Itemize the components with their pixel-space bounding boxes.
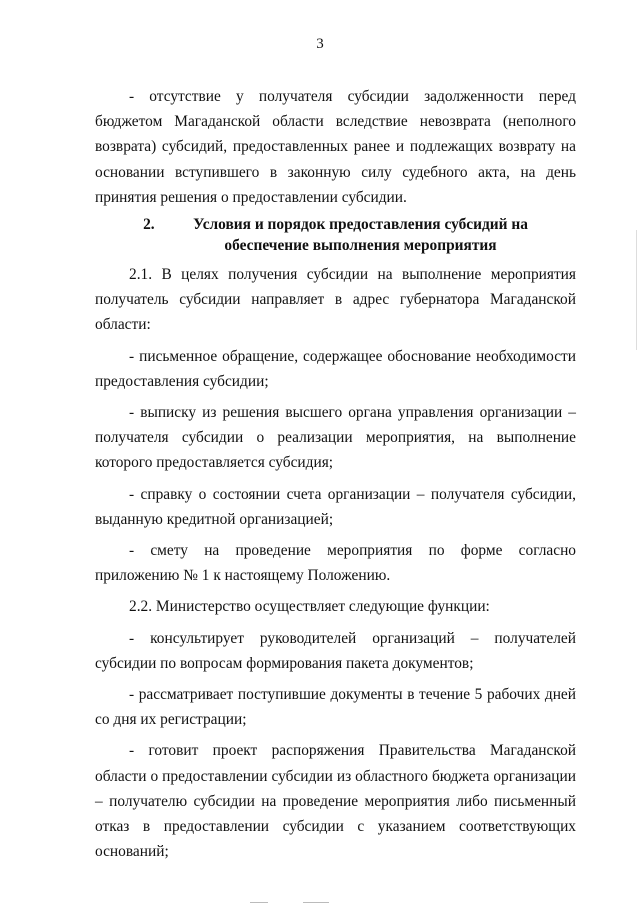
list-item-account-certificate: - справку о состоянии счета организации – получателя субсидии, выданную кредитной организацией; xyxy=(95,485,576,528)
paragraph-2-2: 2.2. Министерство осуществляет следующие функции: xyxy=(129,598,490,616)
list-item-estimate: - смету на проведение мероприятия по форме согласно приложению № 1 к настоящему Положению. xyxy=(95,542,576,585)
section-title xyxy=(193,214,528,256)
section-title-line-1: Условия и порядок предоставления субсидий на xyxy=(193,216,528,234)
scan-edge-mark xyxy=(303,902,329,903)
scan-edge-mark xyxy=(250,902,268,903)
page-number: 3 xyxy=(316,36,324,52)
list-item-extract: - выписку из решения высшего органа управления организации – получателя субсидии о реализации мероприятия, на выполнение которого предоставляется субсидия; xyxy=(95,404,576,472)
paragraph-no-debt-condition: - отсутствие у получателя субсидии задолженности перед бюджетом Магаданской области вследствие невозврата (неполного возврата) субсидий, предоставленных ранее и подлежащих возврату на основании вступившего в законную силу судебного акта, на день принятия решения о предоставлении субсидии. xyxy=(95,88,576,206)
list-item-review: - рассматривает поступившие документы в течение 5 рабочих дней со дня их регистрации; xyxy=(95,686,576,729)
section-title-line-2: обеспечение выполнения мероприятия xyxy=(224,237,497,255)
list-item-consulting: - консультирует руководителей организаций – получателей субсидии по вопросам формирования пакета документов; xyxy=(95,629,576,672)
section-heading xyxy=(95,214,576,256)
list-item-application: - письменное обращение, содержащее обоснование необходимости предоставления субсидии; xyxy=(95,347,576,390)
document-body xyxy=(95,84,576,864)
paragraph-2-1: 2.1. В целях получения субсидии на выполнение мероприятия получатель субсидии направляет в адрес губернатора Магаданской области: xyxy=(95,266,576,334)
section-number: 2. xyxy=(143,216,155,234)
list-item-draft-order: - готовит проект распоряжения Правительства Магаданской области о предоставлении субсидии из областного бюджета организации – получателю субсидии на проведение мероприятия либо письменный отказ в предоставлении субсидии с указанием соответствующих оснований; xyxy=(95,742,576,861)
scan-edge-mark xyxy=(636,230,637,350)
